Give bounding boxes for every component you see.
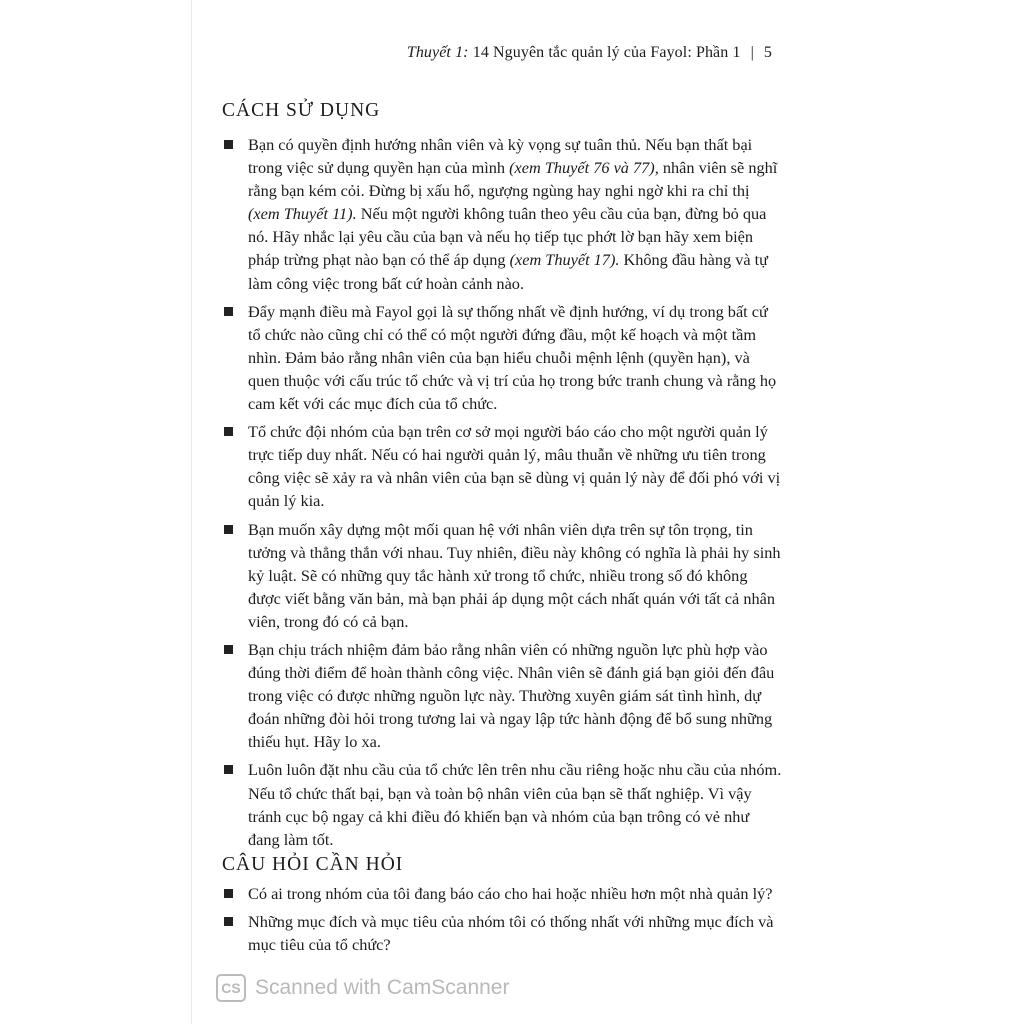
cross-reference: (xem Thuyết 17).: [509, 250, 620, 270]
running-header: [407, 44, 772, 62]
header-separator: |: [750, 44, 754, 61]
usage-item-2: Đẩy mạnh điều mà Fayol gọi là sự thống nhất về định hướng, ví dụ trong bất cứ tổ chức nào cũng chỉ có thể có một người đứng đầu, một kế hoạch và một tầm nhìn. Đảm bảo rằng nhân viên của bạn hiểu chuỗi mệnh lệnh (quyền hạn), và quen thuộc với cấu trúc tổ chức và vị trí của họ trong bức tranh chung và rằng họ cam kết với các mục đích của tổ chức.: [222, 300, 782, 415]
usage-item-4: Bạn muốn xây dựng một mối quan hệ với nhân viên dựa trên sự tôn trọng, tin tưởng và thẳng thắn với nhau. Tuy nhiên, điều này không có nghĩa là phải hy sinh kỷ luật. Sẽ có những quy tắc hành xử trong tổ chức, nhiều trong số đó không được viết bằng văn bản, mà bạn phải áp dụng một cách nhất quán với tất cả nhân viên, trong đó có cả bạn.: [222, 518, 782, 633]
cross-reference: (xem Thuyết 11).: [248, 204, 357, 224]
section-title-questions: CÂU HỎI CẦN HỎI: [222, 854, 404, 875]
section-title-usage: CÁCH SỬ DỤNG: [222, 100, 381, 121]
scanner-watermark: [216, 974, 509, 1002]
questions-bullet-list: [222, 882, 782, 961]
bullet-square-icon: [224, 140, 233, 149]
bullet-square-icon: [224, 525, 233, 534]
usage-item-5: Bạn chịu trách nhiệm đảm bảo rằng nhân viên có những nguồn lực phù hợp vào đúng thời điểm để hoàn thành công việc. Nhân viên sẽ đánh giá bạn giỏi đến đâu trong việc có được những nguồn lực này. Thường xuyên giám sát tình hình, dự đoán những đòi hỏi trong tương lai và ngay lập tức hành động để bổ sung những thiếu hụt. Hãy lo xa.: [222, 638, 782, 753]
usage-item-6: Luôn luôn đặt nhu cầu của tổ chức lên trên nhu cầu riêng hoặc nhu cầu của nhóm. Nếu tổ chức thất bại, bạn và toàn bộ nhân viên của bạn sẽ thất nghiệp. Vì vậy tránh cục bộ ngay cả khi điều đó khiến bạn và nhóm của bạn trông có vẻ như đang làm tốt.: [222, 758, 782, 850]
watermark-text: Scanned with CamScanner: [255, 976, 510, 999]
question-item-2: Những mục đích và mục tiêu của nhóm tôi có thống nhất với những mục đích và mục tiêu của tổ chức?: [222, 910, 782, 956]
bullet-square-icon: [224, 765, 233, 774]
header-theory-label: Thuyết 1:: [406, 44, 469, 61]
header-title: 14 Nguyên tắc quản lý của Fayol: Phần 1: [472, 44, 741, 61]
usage-item-3: Tổ chức đội nhóm của bạn trên cơ sở mọi người báo cáo cho một người quản lý trực tiếp duy nhất. Nếu có hai người quản lý, mâu thuẫn về những ưu tiên trong công việc sẽ xảy ra và nhân viên của bạn sẽ dùng vị quản lý này để đối phó với vị quản lý kia.: [222, 420, 782, 512]
bullet-square-icon: [224, 917, 233, 926]
usage-bullet-list: [222, 133, 782, 856]
page-number: 5: [763, 44, 772, 61]
page-gutter-line: [191, 0, 192, 1024]
bullet-square-icon: [224, 889, 233, 898]
bullet-square-icon: [224, 307, 233, 316]
usage-item-1: Bạn có quyền định hướng nhân viên và kỳ vọng sự tuân thủ. Nếu bạn thất bại trong việc sử dụng quyền hạn của mình (xem Thuyết 76 và 77), nhân viên sẽ nghĩ rằng bạn kém cỏi. Đừng bị xấu hổ, ngượng ngùng hay nghi ngờ khi ra chỉ thị (xem Thuyết 11). Nếu một người không tuân theo yêu cầu của bạn, đừng bỏ qua nó. Hãy nhắc lại yêu cầu của bạn và nếu họ tiếp tục phớt lờ bạn hãy xem biện pháp trừng phạt nào bạn có thể áp dụng (xem Thuyết 17). Không đầu hàng và tự làm công việc trong bất cứ hoàn cảnh nào.: [222, 133, 782, 295]
cross-reference: (xem Thuyết 76 và 77),: [509, 158, 659, 178]
question-item-1: Có ai trong nhóm của tôi đang báo cáo cho hai hoặc nhiều hơn một nhà quản lý?: [222, 882, 782, 905]
bullet-square-icon: [224, 427, 233, 436]
camscanner-logo-icon: CS: [216, 974, 246, 1002]
bullet-square-icon: [224, 645, 233, 654]
